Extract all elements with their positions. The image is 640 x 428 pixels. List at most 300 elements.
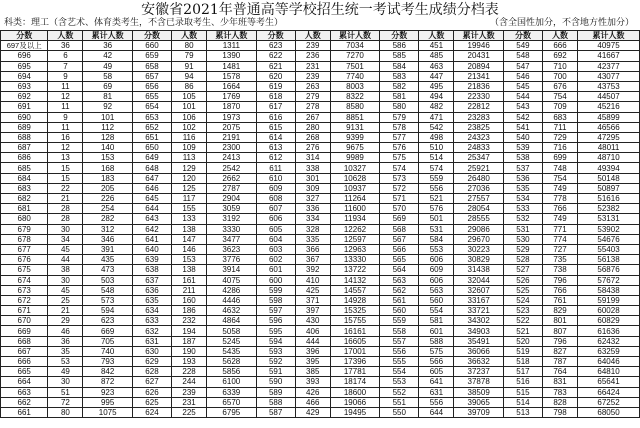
table-cell: 14928	[330, 295, 379, 305]
table-cell: 268	[295, 132, 330, 142]
table-cell: 232	[172, 316, 207, 326]
table-cell: 571	[380, 194, 419, 204]
table-cell: 649	[132, 153, 171, 163]
table-cell: 650	[132, 143, 171, 153]
table-cell: 495	[419, 81, 454, 91]
table-cell: 625	[132, 397, 171, 407]
table-cell: 592	[256, 357, 295, 367]
table-cell: 536	[503, 173, 542, 183]
table-cell: 228	[172, 367, 207, 377]
table-cell: 120	[172, 173, 207, 183]
table-cell: 531	[503, 224, 542, 234]
table-cell: 568	[380, 224, 419, 234]
table-cell: 523	[503, 306, 542, 316]
table-cell: 637	[132, 275, 171, 285]
table-cell: 652	[132, 122, 171, 132]
table-cell: 828	[543, 397, 578, 407]
table-cell: 46566	[578, 122, 640, 132]
table-cell: 606	[256, 214, 295, 224]
table-cell: 15	[48, 173, 83, 183]
table-cell: 829	[543, 306, 578, 316]
table-cell: 550	[380, 407, 419, 417]
table-cell: 599	[256, 285, 295, 295]
table-cell: 657	[132, 71, 171, 81]
table-cell: 21	[48, 194, 83, 204]
table-cell: 94	[172, 71, 207, 81]
table-cell: 565	[380, 255, 419, 265]
table-cell: 663	[1, 387, 48, 397]
table-cell: 2787	[207, 183, 256, 193]
table-cell: 193	[172, 357, 207, 367]
table-cell: 659	[132, 51, 171, 61]
table-cell: 58	[83, 71, 132, 81]
table-cell: 542	[503, 112, 542, 122]
table-cell: 662	[1, 397, 48, 407]
table-cell: 556	[419, 397, 454, 407]
table-cell: 2191	[207, 132, 256, 142]
table-cell: 660	[132, 41, 171, 51]
table-cell: 606	[419, 255, 454, 265]
table-cell: 682	[1, 194, 48, 204]
table-cell: 109	[172, 143, 207, 153]
table-cell: 766	[543, 285, 578, 295]
table-cell: 658	[132, 61, 171, 71]
table-cell: 798	[543, 407, 578, 417]
table-cell: 684	[1, 173, 48, 183]
table-cell: 556	[419, 183, 454, 193]
table-cell: 680	[1, 214, 48, 224]
table-cell: 58438	[578, 285, 640, 295]
table-cell: 128	[83, 132, 132, 142]
table-cell: 529	[503, 244, 542, 254]
table-cell: 29086	[454, 224, 503, 234]
table-cell: 24323	[454, 132, 503, 142]
table-cell: 30223	[454, 244, 503, 254]
table-cell: 53131	[578, 214, 640, 224]
column-header: 人数	[172, 31, 207, 41]
table-cell: 551	[380, 397, 419, 407]
table-cell: 236	[295, 51, 330, 61]
table-cell: 105	[172, 92, 207, 102]
table-cell: 46	[48, 326, 83, 336]
table-cell: 12597	[330, 234, 379, 244]
table-cell: 617	[256, 102, 295, 112]
table-cell: 600	[256, 275, 295, 285]
table-row	[1, 346, 640, 356]
table-cell: 676	[543, 81, 578, 91]
table-header-row	[1, 31, 640, 41]
table-cell: 328	[295, 224, 330, 234]
table-cell: 513	[503, 407, 542, 417]
table-cell: 23825	[454, 122, 503, 132]
table-cell: 567	[380, 234, 419, 244]
table-cell: 796	[543, 275, 578, 285]
table-cell: 35	[48, 346, 83, 356]
table-cell: 641	[132, 234, 171, 244]
table-cell: 609	[419, 265, 454, 275]
table-cell: 596	[256, 316, 295, 326]
table-cell: 8322	[330, 92, 379, 102]
table-cell: 700	[543, 71, 578, 81]
table-cell: 542	[419, 122, 454, 132]
table-cell: 673	[1, 285, 48, 295]
table-cell: 531	[419, 224, 454, 234]
table-cell: 5245	[207, 336, 256, 346]
table-row	[1, 112, 640, 122]
table-cell: 52382	[578, 204, 640, 214]
table-cell: 30829	[454, 255, 503, 265]
table-cell: 778	[543, 194, 578, 204]
table-cell: 466	[295, 397, 330, 407]
table-row	[1, 92, 640, 102]
table-cell: 68050	[578, 407, 640, 417]
table-cell: 81	[83, 92, 132, 102]
table-cell: 520	[503, 336, 542, 346]
table-cell: 25	[48, 295, 83, 305]
table-cell: 23283	[454, 112, 503, 122]
column-header: 人数	[543, 31, 578, 41]
table-cell: 566	[419, 357, 454, 367]
table-row	[1, 71, 640, 81]
table-cell: 525	[503, 285, 542, 295]
table-cell: 679	[1, 224, 48, 234]
table-cell: 831	[543, 377, 578, 387]
table-cell: 7740	[330, 71, 379, 81]
table-cell: 14132	[330, 275, 379, 285]
table-cell: 146	[172, 244, 207, 254]
table-cell: 5856	[207, 367, 256, 377]
table-cell: 561	[380, 295, 419, 305]
table-cell: 211	[172, 285, 207, 295]
table-cell: 69	[83, 81, 132, 91]
table-cell: 602	[256, 255, 295, 265]
table-cell: 578	[380, 122, 419, 132]
table-cell: 553	[380, 377, 419, 387]
table-cell: 10937	[330, 183, 379, 193]
table-cell: 524	[503, 295, 542, 305]
table-cell: 276	[295, 143, 330, 153]
table-cell: 10628	[330, 173, 379, 183]
table-cell: 42	[83, 51, 132, 61]
table-row	[1, 41, 640, 51]
table-cell: 685	[1, 163, 48, 173]
table-cell: 12262	[330, 224, 379, 234]
table-cell: 39709	[454, 407, 503, 417]
table-cell: 4446	[207, 295, 256, 305]
table-cell: 393	[295, 377, 330, 387]
table-cell: 774	[543, 234, 578, 244]
table-cell: 538	[503, 153, 542, 163]
table-cell: 15	[48, 163, 83, 173]
table-cell: 482	[419, 102, 454, 112]
table-row	[1, 81, 640, 91]
table-cell: 21836	[454, 81, 503, 91]
table-cell: 45216	[578, 102, 640, 112]
table-cell: 392	[295, 265, 330, 275]
table-cell: 494	[419, 92, 454, 102]
table-cell: 21341	[454, 71, 503, 81]
table-cell: 606	[419, 275, 454, 285]
table-cell: 161	[172, 275, 207, 285]
table-cell: 597	[256, 306, 295, 316]
table-cell: 29670	[454, 234, 503, 244]
table-cell: 116	[172, 132, 207, 142]
table-cell: 67252	[578, 397, 640, 407]
column-header: 分数	[256, 31, 295, 41]
table-row	[1, 295, 640, 305]
table-cell: 771	[543, 224, 578, 234]
table-cell: 7034	[330, 41, 379, 51]
table-cell: 1769	[207, 92, 256, 102]
table-cell: 630	[132, 346, 171, 356]
table-row	[1, 367, 640, 377]
table-cell: 30	[48, 377, 83, 387]
table-cell: 710	[543, 61, 578, 71]
table-cell: 613	[256, 143, 295, 153]
table-cell: 24833	[454, 143, 503, 153]
table-cell: 9	[48, 71, 83, 81]
table-cell: 28	[48, 214, 83, 224]
table-cell: 705	[83, 336, 132, 346]
table-cell: 669	[83, 326, 132, 336]
table-cell: 31438	[454, 265, 503, 275]
table-cell: 644	[132, 204, 171, 214]
table-cell: 628	[132, 367, 171, 377]
table-cell: 621	[256, 61, 295, 71]
column-header: 人数	[48, 31, 83, 41]
table-row	[1, 132, 640, 142]
table-row	[1, 61, 640, 71]
table-cell: 601	[256, 265, 295, 275]
table-cell: 406	[295, 326, 330, 336]
table-cell: 582	[380, 81, 419, 91]
table-cell: 19066	[330, 397, 379, 407]
table-cell: 923	[83, 387, 132, 397]
table-cell: 54676	[578, 234, 640, 244]
table-cell: 38509	[454, 387, 503, 397]
table-cell: 517	[503, 367, 542, 377]
table-cell: 35491	[454, 336, 503, 346]
table-cell: 6	[48, 51, 83, 61]
table-cell: 570	[380, 204, 419, 214]
table-cell: 11264	[330, 194, 379, 204]
table-cell: 231	[295, 61, 330, 71]
table-cell: 9675	[330, 143, 379, 153]
column-header: 分数	[132, 31, 171, 41]
table-cell: 749	[543, 183, 578, 193]
table-cell: 575	[380, 153, 419, 163]
table-cell: 20894	[454, 61, 503, 71]
table-cell: 626	[132, 387, 171, 397]
table-cell: 45	[48, 285, 83, 295]
table-cell: 609	[256, 183, 295, 193]
table-cell: 576	[419, 204, 454, 214]
table-cell: 53902	[578, 224, 640, 234]
table-cell: 528	[503, 255, 542, 265]
table-row	[1, 173, 640, 183]
table-cell: 263	[295, 81, 330, 91]
table-cell: 28555	[454, 214, 503, 224]
table-cell: 537	[503, 163, 542, 173]
table-cell: 793	[83, 357, 132, 367]
table-row	[1, 122, 640, 132]
table-cell: 2542	[207, 163, 256, 173]
table-cell: 312	[83, 224, 132, 234]
table-cell: 691	[1, 102, 48, 112]
table-cell: 42377	[578, 61, 640, 71]
table-cell: 12	[48, 143, 83, 153]
table-cell: 787	[543, 357, 578, 367]
table-cell: 21	[48, 306, 83, 316]
table-cell: 754	[543, 173, 578, 183]
table-cell: 366	[295, 244, 330, 254]
table-cell: 585	[380, 51, 419, 61]
table-cell: 186	[172, 306, 207, 316]
table-cell: 155	[172, 204, 207, 214]
table-cell: 653	[132, 112, 171, 122]
table-cell: 8003	[330, 81, 379, 91]
table-cell: 45	[48, 244, 83, 254]
table-cell: 709	[543, 102, 578, 112]
table-cell: 872	[83, 377, 132, 387]
table-cell: 588	[419, 336, 454, 346]
column-header: 人数	[419, 31, 454, 41]
column-header: 分数	[1, 31, 48, 41]
table-cell: 64046	[578, 357, 640, 367]
table-row	[1, 326, 640, 336]
table-cell: 16161	[330, 326, 379, 336]
table-cell: 18174	[330, 377, 379, 387]
table-cell: 601	[419, 326, 454, 336]
table-cell: 579	[380, 112, 419, 122]
table-cell: 2300	[207, 143, 256, 153]
table-cell: 595	[256, 326, 295, 336]
table-cell: 57672	[578, 275, 640, 285]
table-cell: 190	[172, 346, 207, 356]
table-cell: 766	[543, 204, 578, 214]
table-cell: 548	[503, 51, 542, 61]
table-row	[1, 102, 640, 112]
table-cell: 3059	[207, 204, 256, 214]
table-cell: 629	[132, 357, 171, 367]
table-cell: 11	[48, 102, 83, 112]
table-cell: 41667	[578, 51, 640, 61]
table-cell: 581	[419, 316, 454, 326]
table-cell: 574	[419, 163, 454, 173]
table-cell: 43753	[578, 81, 640, 91]
table-cell: 435	[83, 255, 132, 265]
table-cell: 48011	[578, 143, 640, 153]
table-cell: 336	[295, 204, 330, 214]
table-cell: 395	[295, 357, 330, 367]
table-cell: 2662	[207, 173, 256, 183]
table-cell: 648	[132, 163, 171, 173]
table-cell: 692	[1, 92, 48, 102]
table-cell: 11	[48, 122, 83, 132]
table-cell: 225	[172, 407, 207, 417]
table-cell: 28054	[454, 204, 503, 214]
table-cell: 327	[295, 194, 330, 204]
table-cell: 615	[256, 122, 295, 132]
table-cell: 4632	[207, 306, 256, 316]
table-cell: 560	[419, 295, 454, 305]
table-cell: 56138	[578, 255, 640, 265]
table-cell: 27036	[454, 183, 503, 193]
table-cell: 514	[503, 397, 542, 407]
table-row	[1, 183, 640, 193]
table-cell: 639	[132, 255, 171, 265]
table-cell: 692	[543, 51, 578, 61]
table-cell: 6100	[207, 377, 256, 387]
table-cell: 244	[172, 377, 207, 387]
table-cell: 616	[256, 112, 295, 122]
table-cell: 696	[1, 51, 48, 61]
table-cell: 27557	[454, 194, 503, 204]
table-cell: 14557	[330, 285, 379, 295]
table-cell: 554	[380, 367, 419, 377]
table-cell: 6795	[207, 407, 256, 417]
table-cell: 735	[543, 255, 578, 265]
table-cell: 562	[380, 285, 419, 295]
table-cell: 667	[1, 346, 48, 356]
table-row	[1, 204, 640, 214]
table-cell: 557	[380, 336, 419, 346]
table-cell: 612	[256, 153, 295, 163]
table-cell: 36	[48, 336, 83, 346]
table-cell: 17001	[330, 346, 379, 356]
table-cell: 801	[543, 316, 578, 326]
table-cell: 668	[1, 336, 48, 346]
table-cell: 53	[48, 357, 83, 367]
table-cell: 549	[503, 41, 542, 51]
table-cell: 50148	[578, 173, 640, 183]
table-cell: 1664	[207, 81, 256, 91]
table-cell: 607	[256, 204, 295, 214]
table-cell: 727	[543, 244, 578, 254]
table-cell: 632	[132, 326, 171, 336]
table-cell: 586	[380, 41, 419, 51]
table-cell: 642	[132, 224, 171, 234]
table-row	[1, 153, 640, 163]
table-cell: 620	[256, 71, 295, 81]
table-cell: 644	[419, 407, 454, 417]
table-cell: 553	[419, 244, 454, 254]
table-cell: 526	[503, 275, 542, 285]
table-cell: 498	[419, 132, 454, 142]
table-cell: 694	[1, 71, 48, 81]
table-cell: 1311	[207, 41, 256, 51]
table-cell: 573	[380, 173, 419, 183]
column-header: 分数	[503, 31, 542, 41]
table-cell: 532	[503, 214, 542, 224]
table-cell: 425	[295, 285, 330, 295]
table-row	[1, 244, 640, 254]
table-cell: 239	[172, 387, 207, 397]
table-row	[1, 285, 640, 295]
table-cell: 740	[83, 346, 132, 356]
table-cell: 645	[132, 194, 171, 204]
table-cell: 8851	[330, 112, 379, 122]
table-cell: 515	[503, 387, 542, 397]
table-cell: 30	[48, 275, 83, 285]
table-cell: 101	[83, 112, 132, 122]
table-cell: 2075	[207, 122, 256, 132]
table-cell: 140	[83, 143, 132, 153]
table-cell: 18600	[330, 387, 379, 397]
table-cell: 535	[503, 183, 542, 193]
table-cell: 471	[419, 112, 454, 122]
table-cell: 510	[419, 143, 454, 153]
